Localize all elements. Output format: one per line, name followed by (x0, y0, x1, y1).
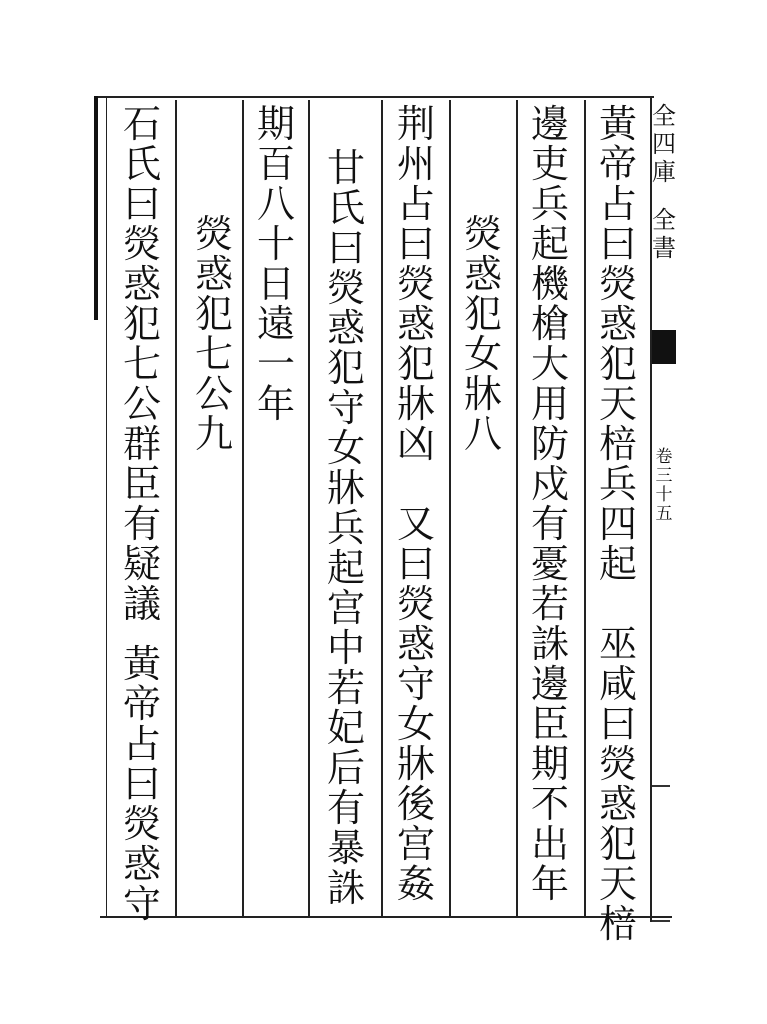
char: 熒 (598, 742, 637, 786)
text-column (596, 104, 640, 944)
char: 曰 (122, 182, 161, 226)
char: 期 (256, 102, 295, 146)
char: 牀 (326, 466, 365, 510)
char: 守 (122, 882, 161, 926)
char: 占 (396, 182, 435, 226)
char: 期 (530, 742, 569, 786)
char: 帝 (122, 682, 161, 726)
char: 槍 (530, 302, 569, 346)
volume-char: 十 (655, 485, 673, 505)
char: 咸 (598, 662, 637, 706)
char: 曰 (326, 226, 365, 270)
char: 凶 (396, 422, 435, 466)
char: 州 (396, 142, 435, 186)
char: 百 (256, 142, 295, 186)
column-rule (175, 100, 177, 916)
char: 姦 (396, 862, 435, 906)
char: 一 (256, 342, 295, 386)
char: 惑 (463, 252, 502, 296)
margin-tick (652, 920, 670, 922)
char: 曰 (396, 542, 435, 586)
char: 惑 (326, 306, 365, 350)
char: 若 (530, 582, 569, 626)
left-edge-rule (106, 96, 107, 916)
margin-tick (652, 785, 670, 787)
bottom-border (100, 916, 672, 918)
column-rule (242, 100, 244, 916)
char: 誅 (530, 622, 569, 666)
char: 議 (122, 582, 161, 626)
char: 犯 (463, 292, 502, 336)
char: 邊 (530, 102, 569, 146)
char: 曰 (598, 702, 637, 746)
char: 黃 (598, 102, 637, 146)
char: 宫 (396, 822, 435, 866)
char: 曰 (396, 222, 435, 266)
char: 占 (598, 182, 637, 226)
column-rule (308, 100, 310, 916)
char: 八 (256, 182, 295, 226)
char: 棓 (598, 422, 637, 466)
char: 熒 (463, 212, 502, 256)
char: 臣 (530, 702, 569, 746)
char: 吏 (530, 142, 569, 186)
char: 誅 (326, 866, 365, 910)
char: 若 (326, 666, 365, 710)
text-column (192, 214, 236, 454)
top-border (94, 96, 654, 98)
char: 犯 (194, 292, 233, 336)
char: 防 (530, 422, 569, 466)
volume-char: 五 (655, 504, 673, 524)
char: 起 (530, 222, 569, 266)
char: 暴 (326, 826, 365, 870)
char: 惑 (396, 302, 435, 346)
book-title-header (650, 102, 678, 262)
fish-tail-mark (652, 330, 676, 364)
char: 犯 (598, 342, 637, 386)
char: 疑 (122, 542, 161, 586)
char: 熒 (122, 222, 161, 266)
text-column (254, 104, 298, 424)
char: 後 (396, 782, 435, 826)
char: 牀 (396, 382, 435, 426)
char: 黃 (122, 642, 161, 686)
header-char: 全 (652, 206, 676, 234)
char: 惑 (194, 252, 233, 296)
char: 占 (122, 722, 161, 766)
char: 熒 (326, 266, 365, 310)
char: 公 (122, 382, 161, 426)
char: 熒 (396, 262, 435, 306)
char: 氏 (122, 142, 161, 186)
char: 年 (530, 862, 569, 906)
column-rule (584, 100, 586, 916)
char: 臣 (122, 462, 161, 506)
char: 起 (598, 542, 637, 586)
char: 惑 (598, 782, 637, 826)
char: 石 (122, 102, 161, 146)
char: 女 (326, 426, 365, 470)
char: 不 (530, 782, 569, 826)
char: 棓 (598, 902, 637, 946)
column-rule (381, 100, 383, 916)
text-column (394, 104, 438, 904)
char: 九 (194, 412, 233, 456)
char: 甘 (326, 146, 365, 190)
char: 兵 (598, 462, 637, 506)
char: 氏 (326, 186, 365, 230)
char: 公 (194, 372, 233, 416)
char: 犯 (396, 342, 435, 386)
char: 兵 (326, 506, 365, 550)
char: 群 (122, 422, 161, 466)
left-border (94, 96, 98, 320)
char: 熒 (122, 802, 161, 846)
char: 機 (530, 262, 569, 306)
char: 犯 (598, 822, 637, 866)
char: 妃 (326, 706, 365, 750)
header-char: 庫 (652, 158, 676, 186)
char: 后 (326, 746, 365, 790)
char: 出 (530, 822, 569, 866)
text-column (324, 148, 368, 908)
char: 有 (122, 502, 161, 546)
char: 惑 (396, 622, 435, 666)
char: 荆 (396, 102, 435, 146)
char: 熒 (194, 212, 233, 256)
char: 七 (194, 332, 233, 376)
char: 有 (530, 502, 569, 546)
char: 牀 (396, 742, 435, 786)
char: 帝 (598, 142, 637, 186)
column-rule (449, 100, 451, 916)
char: 惑 (122, 262, 161, 306)
char: 起 (326, 546, 365, 590)
char: 大 (530, 342, 569, 386)
char: 七 (122, 342, 161, 386)
char: 憂 (530, 542, 569, 586)
char: 有 (326, 786, 365, 830)
char: 宫 (326, 586, 365, 630)
text-column (120, 104, 164, 924)
volume-label (654, 448, 674, 524)
char: 犯 (326, 346, 365, 390)
char: 犯 (122, 302, 161, 346)
volume-char: 三 (655, 466, 673, 486)
char: 日 (256, 262, 295, 306)
char: 中 (326, 626, 365, 670)
char: 惑 (122, 842, 161, 886)
char: 牀 (463, 372, 502, 416)
char: 守 (396, 662, 435, 706)
char: 十 (256, 222, 295, 266)
char: 女 (396, 702, 435, 746)
char: 遠 (256, 302, 295, 346)
header-char: 全 (652, 102, 676, 130)
char: 曰 (598, 222, 637, 266)
char: 四 (598, 502, 637, 546)
char: 熒 (396, 582, 435, 626)
text-column (528, 104, 572, 904)
char: 用 (530, 382, 569, 426)
char: 天 (598, 862, 637, 906)
header-char: 四 (652, 130, 676, 158)
char: 戍 (530, 462, 569, 506)
char: 曰 (122, 762, 161, 806)
char: 年 (256, 382, 295, 426)
char: 邊 (530, 662, 569, 706)
char: 熒 (598, 262, 637, 306)
char: 天 (598, 382, 637, 426)
char: 兵 (530, 182, 569, 226)
header-char: 書 (652, 234, 676, 262)
column-rule (516, 100, 518, 916)
char: 巫 (598, 622, 637, 666)
char: 女 (463, 332, 502, 376)
char: 八 (463, 412, 502, 456)
char: 又 (396, 502, 435, 546)
volume-char: 卷 (655, 447, 673, 467)
char: 守 (326, 386, 365, 430)
text-column (461, 214, 505, 454)
char: 惑 (598, 302, 637, 346)
